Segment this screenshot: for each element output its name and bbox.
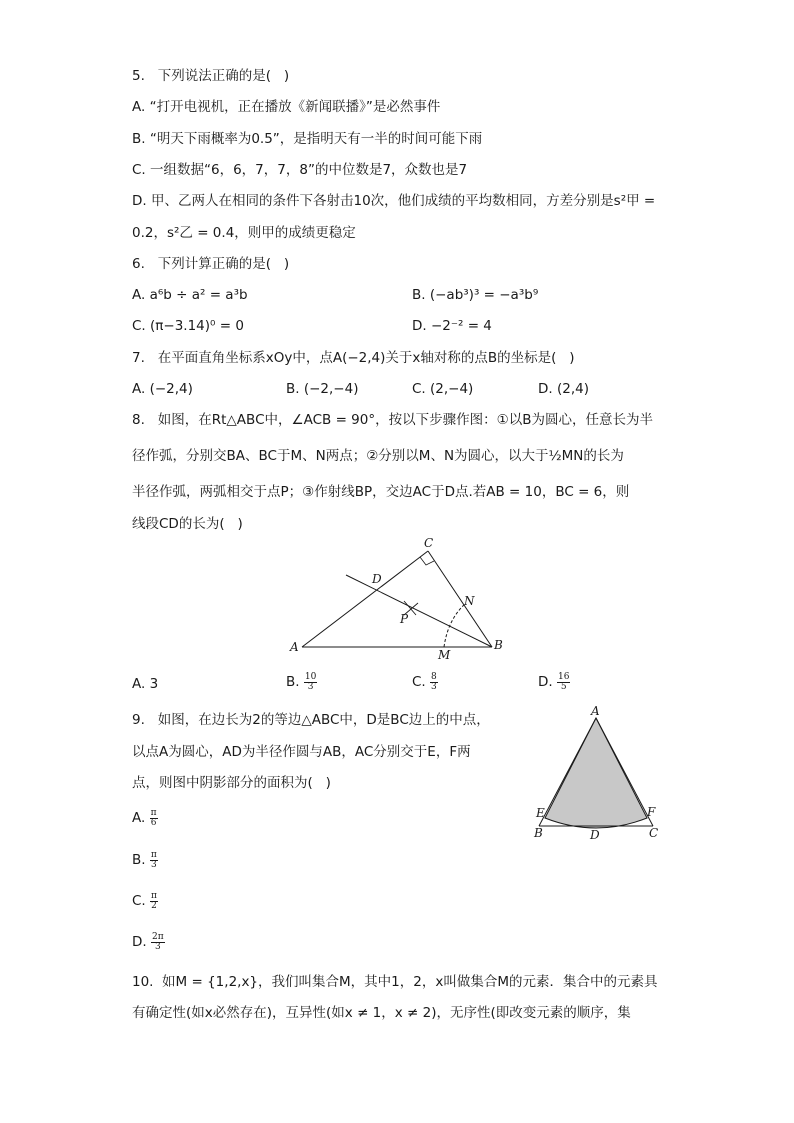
q9-option-c-fraction [150,892,158,911]
q9-option-a-label: A. [132,810,146,826]
numerator: π [151,890,157,901]
q8-option-c-fraction [430,673,438,692]
q9-label-f: F [647,805,656,819]
q8-option-d-fraction [557,673,570,692]
q7-stem: 7. 在平面直角坐标系xOy中，点A(−2,4)关于x轴对称的点B的坐标是( ) [132,350,575,366]
q9-option-d-label: D. [132,934,147,950]
numerator: 8 [431,671,437,682]
q9-option-b-fraction [150,851,158,870]
q6-option-d: D. −2⁻² = 4 [412,318,492,334]
q9-stem-line3: 点，则图中阴影部分的面积为( ) [132,775,331,791]
q7-option-c: C. (2,−4) [412,381,474,397]
numerator: 2π [151,931,164,942]
q9-label-a: A [591,704,600,718]
q5-option-a: A. “打开电视机，正在播放《新闻联播》”是必然事件 [132,99,441,115]
q8-stem-line1: 8. 如图，在Rt△ABC中，∠ACB = 90°，按以下步骤作图：①以B为圆心，任意长为半 [132,412,653,428]
q9-option-c-label: C. [132,893,146,909]
denominator: 6 [150,817,157,828]
q8-stem-line3: 半径作弧，两弧相交于点P；③作射线BP，交边AC于D点.若AB = 10，BC = 6，则 [132,484,630,500]
q5-option-c: C. 一组数据“6，6，7，7，8”的中位数是7，众数也是7 [132,162,468,178]
numerator: 16 [557,671,570,682]
q9-figure [526,702,666,847]
q9-label-e: E [536,806,545,820]
denominator: 3 [307,681,314,692]
q9-label-c: C [649,826,659,840]
q9-stem-line2: 以点A为圆心，AD为半径作圆与AB，AC分别交于E，F两 [132,744,471,760]
denominator: 3 [154,941,161,952]
q9-label-b: B [534,826,543,840]
q5-option-d-line1: D. 甲、乙两人在相同的条件下各射击10次，他们成绩的平均数相同，方差分别是s²甲 = [132,193,656,209]
q8-label-m: M [438,648,451,662]
q6-stem: 6. 下列计算正确的是( ) [132,256,290,272]
q9-option-a [132,808,158,828]
numerator: 10 [304,671,317,682]
q9-option-a-fraction [150,809,158,828]
numerator: π [150,849,157,860]
q9-option-d-fraction [151,933,165,952]
q7-option-a: A. (−2,4) [132,381,193,397]
q8-label-p: P [400,612,409,626]
q10-stem-line1: 10. 如M = {1,2,x}，我们叫集合M，其中1，2，x叫做集合M的元素．集合中的元素具 [132,974,658,990]
denominator: 2 [151,900,157,911]
q5-stem: 5. 下列说法正确的是( ) [132,68,290,84]
q9-option-b [132,850,158,870]
q10-stem-line2: 有确定性(如x必然存在)，互异性(如x ≠ 1，x ≠ 2)，无序性(即改变元素的顺序，集 [132,1005,631,1021]
q8-option-a: A. 3 [132,676,159,692]
q8-label-b: B [494,638,503,652]
q5-option-b: B. “明天下雨概率为0.5”，是指明天有一半的时间可能下雨 [132,131,483,147]
q8-stem-line4: 线段CD的长为( ) [132,516,243,532]
q8-option-b [286,672,317,692]
q7-option-b: B. (−2,−4) [286,381,359,397]
q8-label-c: C [424,536,434,550]
q8-option-d [538,672,570,692]
q9-label-d: D [590,828,600,842]
q8-label-n: N [464,594,475,608]
numerator: π [150,807,157,818]
q8-option-b-fraction [304,673,317,692]
q9-option-b-label: B. [132,852,146,868]
q8-option-b-label: B. [286,674,300,690]
q9-stem-line1: 9. 如图，在边长为2的等边△ABC中，D是BC边上的中点， [132,712,490,728]
q5-option-d-line2: 0.2，s²乙 = 0.4，则甲的成绩更稳定 [132,225,356,241]
q8-stem-line2: 径作弧，分别交BA、BC于M、N两点；②分别以M、N为圆心，以大于½MN的长为 [132,448,624,464]
q6-option-a: A. a⁶b ÷ a² = a³b [132,287,248,303]
denominator: 5 [560,681,567,692]
denominator: 3 [431,681,437,692]
q8-option-c-label: C. [412,674,426,690]
q8-figure [280,535,520,665]
q9-option-d [132,932,165,952]
q9-option-c [132,891,158,911]
q6-option-b: B. (−ab³)³ = −a³b⁹ [412,287,539,303]
q8-label-a: A [290,640,299,654]
q8-option-d-label: D. [538,674,553,690]
q8-option-c [412,672,438,692]
q7-option-d: D. (2,4) [538,381,589,397]
q6-option-c: C. (π−3.14)⁰ = 0 [132,318,244,334]
denominator: 3 [150,859,157,870]
q8-label-d: D [372,572,382,586]
